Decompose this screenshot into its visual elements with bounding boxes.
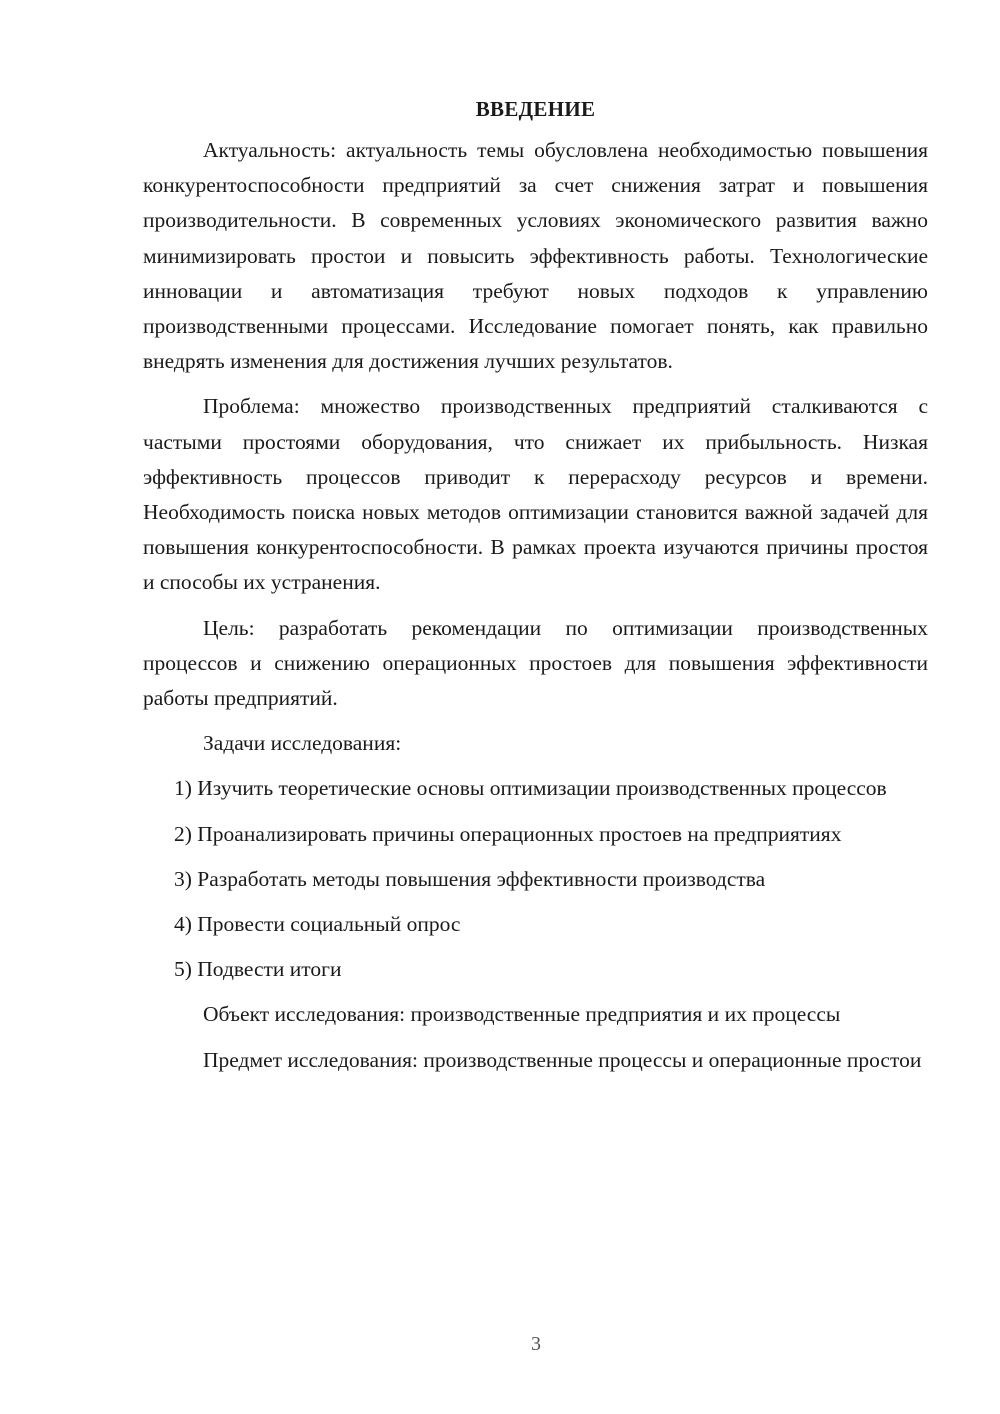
task-item-3: 3) Разработать методы повышения эффективности производства [174, 866, 766, 891]
task-item-2: 2) Проанализировать причины операционных простоев на предприятиях [174, 821, 842, 846]
relevance-paragraph: Актуальность: актуальность темы обусловлена необходимостью повышения конкурентоспособности предприятий за счет снижения затрат и повышения производительности. В современных условиях экономического развития важно минимизировать простои и повысить эффективность работы. Технологические инновации и автоматизация требуют новых подходов к управлению производственными процессами. Исследование помогает понять, как правильно внедрять изменения для достижения лучших результатов. [143, 138, 928, 374]
problem-paragraph: Проблема: множество производственных предприятий сталкиваются с частыми простоями оборудования, что снижает их прибыльность. Низкая эффективность процессов приводит к перерасходу ресурсов и времени. Необходимость поиска новых методов оптимизации становится важной задачей для повышения конкурентоспособности. В рамках проекта изучаются причины простоя и способы их устранения. [143, 394, 928, 595]
page-number: 3 [531, 1333, 541, 1355]
page-title: ВВЕДЕНИЕ [475, 97, 596, 121]
task-item-1: 1) Изучить теоретические основы оптимизации производственных процессов [174, 776, 887, 801]
goal-paragraph: Цель: разработать рекомендации по оптимизации производственных процессов и снижению операционных простоев для повышения эффективности работы предприятий. [143, 615, 928, 711]
object-paragraph: Объект исследования: производственные предприятия и их процессы [203, 1002, 841, 1027]
subject-paragraph: Предмет исследования: производственные процессы и операционные простои [203, 1047, 922, 1072]
task-item-4: 4) Провести социальный опрос [174, 912, 461, 937]
tasks-heading: Задачи исследования: [203, 731, 402, 756]
tasks-list [143, 771, 928, 987]
document-page [143, 92, 928, 1088]
task-item-5: 5) Подвести итоги [174, 957, 342, 982]
